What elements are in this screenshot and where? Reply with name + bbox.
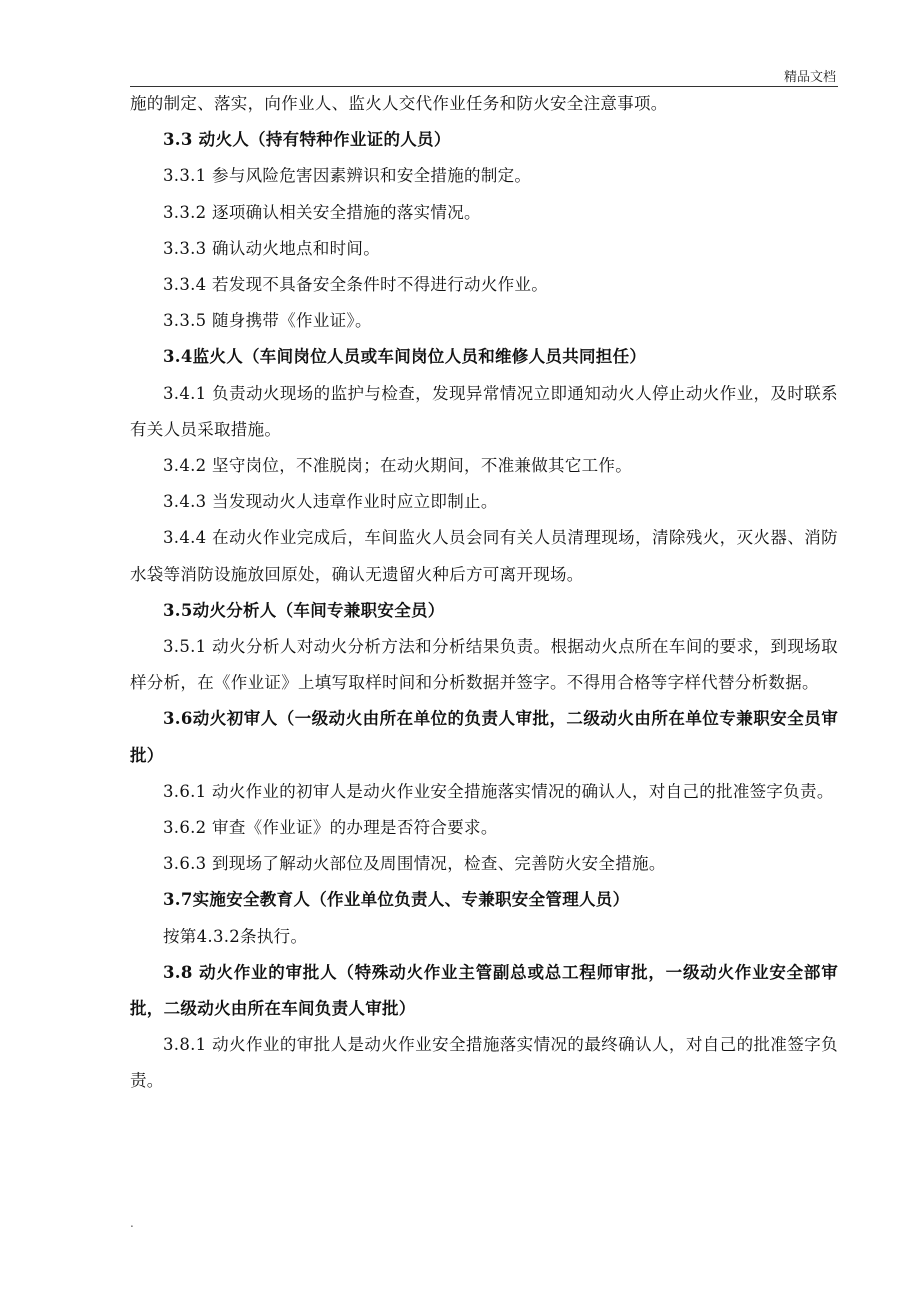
- paragraph-3-3-2: 3.3.2 逐项确认相关安全措施的落实情况。: [163, 202, 481, 222]
- paragraph-3-6-2: 3.6.2 审查《作业证》的办理是否符合要求。: [163, 818, 498, 838]
- paragraph-3-7-rule: 按第4.3.2条执行。: [163, 926, 308, 946]
- paragraph-3-5-1: 3.5.1 动火分析人对动火分析方法和分析结果负责。根据动火点所在车间的要求，到现场取样分析，在《作业证》上填写取样时间和分析数据并签字。不得用合格等字样代替分析数据。: [130, 637, 838, 693]
- paragraph-3-6-3: 3.6.3 到现场了解动火部位及周围情况，检查、完善防火安全措施。: [163, 854, 666, 874]
- section-heading-3-7: 3.7实施安全教育人（作业单位负责人、专兼职安全管理人员）: [163, 890, 630, 910]
- paragraph-3-3-1: 3.3.1 参与风险危害因素辨识和安全措施的制定。: [163, 166, 532, 186]
- document-body: [130, 86, 838, 1100]
- footer-mark: .: [130, 1216, 134, 1230]
- section-heading-3-3: 3.3 动火人（持有特种作业证的人员）: [163, 130, 451, 150]
- paragraph-3-4-1: 3.4.1 负责动火现场的监护与检查，发现异常情况立即通知动火人停止动火作业，及时联系有关人员采取措施。: [130, 383, 838, 439]
- section-heading-3-5: 3.5动火分析人（车间专兼职安全员）: [163, 600, 445, 620]
- section-heading-3-8: 3.8 动火作业的审批人（特殊动火作业主管副总或总工程师审批，一级动火作业安全部审批，二级动火由所在车间负责人审批）: [130, 962, 838, 1019]
- header-label: 精品文档: [783, 70, 836, 85]
- section-heading-3-6: 3.6动火初审人（一级动火由所在单位的负责人审批，二级动火由所在单位专兼职安全员审批）: [130, 709, 838, 765]
- paragraph-3-8-1: 3.8.1 动火作业的审批人是动火作业安全措施落实情况的最终确认人，对自己的批准签字负责。: [130, 1035, 838, 1091]
- paragraph-3-6-1: 3.6.1 动火作业的初审人是动火作业安全措施落实情况的确认人，对自己的批准签字负责。: [163, 781, 834, 801]
- paragraph-3-4-3: 3.4.3 当发现动火人违章作业时应立即制止。: [163, 492, 498, 512]
- paragraph-3-3-4: 3.3.4 若发现不具备安全条件时不得进行动火作业。: [163, 275, 549, 295]
- section-heading-3-4: 3.4监火人（车间岗位人员或车间岗位人员和维修人员共同担任）: [163, 347, 647, 367]
- paragraph-continuation: 施的制定、落实，向作业人、监火人交代作业任务和防火安全注意事项。: [130, 94, 668, 113]
- paragraph-3-4-2: 3.4.2 坚守岗位，不准脱岗；在动火期间，不准兼做其它工作。: [163, 456, 633, 476]
- paragraph-3-3-5: 3.3.5 随身携带《作业证》。: [163, 311, 372, 331]
- paragraph-3-3-3: 3.3.3 确认动火地点和时间。: [163, 238, 381, 258]
- paragraph-3-4-4: 3.4.4 在动火作业完成后，车间监火人员会同有关人员清理现场，清除残火，灭火器、消防水袋等消防设施放回原处，确认无遗留火种后方可离开现场。: [130, 528, 838, 584]
